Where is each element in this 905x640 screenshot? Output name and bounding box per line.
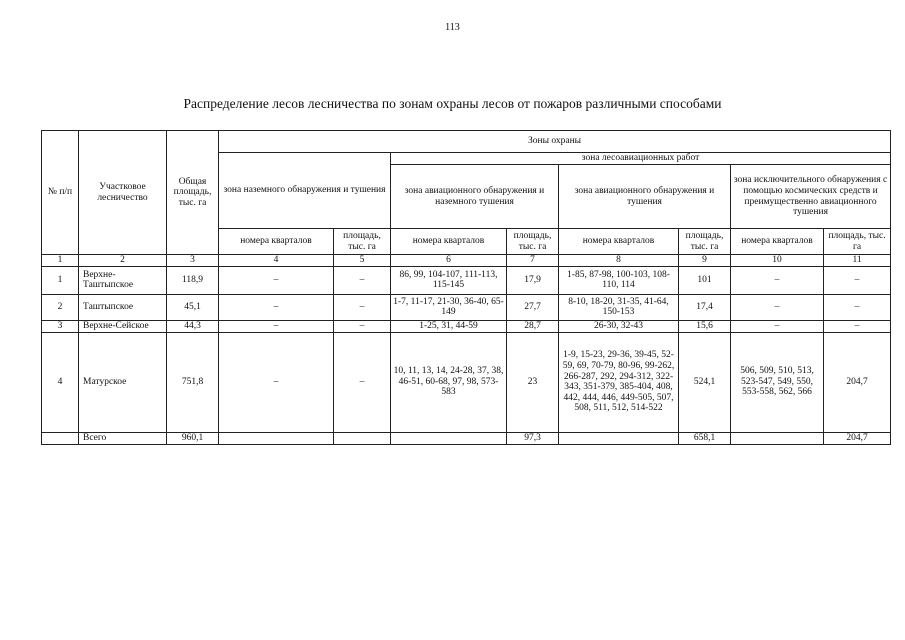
table-title: Распределение лесов лесничества по зонам охраны лесов от пожаров различными способами <box>183 96 722 111</box>
row-num: 4 <box>42 332 79 432</box>
header-area: площадь, тыс. га <box>334 229 391 255</box>
header-row-1 <box>42 131 891 153</box>
row-aviation-quarters: 26-30, 32-43 <box>559 320 679 332</box>
total-row <box>42 432 891 444</box>
header-area: площадь, тыс. га <box>824 229 891 255</box>
total-aviation-ground-area: 97,3 <box>507 432 559 444</box>
row-forestry-name: Верхне-Сейское <box>79 320 167 332</box>
row-forestry-name: Таштыпское <box>79 294 167 320</box>
row-aviation-ground-quarters: 86, 99, 104-107, 111-113, 115-145 <box>391 266 507 294</box>
column-number: 9 <box>679 255 731 267</box>
column-number: 10 <box>731 255 824 267</box>
total-area: 960,1 <box>167 432 219 444</box>
header-aviation-zone: зона авиационного обнаружения и тушения <box>559 165 731 229</box>
total-aviation-area: 658,1 <box>679 432 731 444</box>
table-row <box>42 320 891 332</box>
column-number: 6 <box>391 255 507 267</box>
table-row <box>42 332 891 432</box>
row-ground-area: – <box>334 266 391 294</box>
header-quarter-numbers: номера кварталов <box>731 229 824 255</box>
row-aviation-area: 17,4 <box>679 294 731 320</box>
row-aviation-ground-area: 23 <box>507 332 559 432</box>
row-aviation-quarters: 1-85, 87-98, 100-103, 108-110, 114 <box>559 266 679 294</box>
row-space-area: – <box>824 266 891 294</box>
column-number: 1 <box>42 255 79 267</box>
row-aviation-ground-area: 27,7 <box>507 294 559 320</box>
row-space-area: – <box>824 320 891 332</box>
total-ground-quarters <box>219 432 334 444</box>
row-space-quarters: – <box>731 266 824 294</box>
row-aviation-ground-quarters: 10, 11, 13, 14, 24-28, 37, 38, 46-51, 60-68, 97, 98, 573-583 <box>391 332 507 432</box>
column-number: 4 <box>219 255 334 267</box>
total-aviation-quarters <box>559 432 679 444</box>
row-space-quarters: – <box>731 294 824 320</box>
row-aviation-quarters: 1-9, 15-23, 29-36, 39-45, 52-59, 69, 70-79, 80-96, 99-262, 266-287, 292, 294-312, 322-343, 351-379, 385-404, 408, 442, 444, 446, 449-505, 507, 508, 511, 512, 514-522 <box>559 332 679 432</box>
header-total-area: Общая площадь, тыс. га <box>167 131 219 255</box>
row-aviation-ground-quarters: 1-25, 31, 44-59 <box>391 320 507 332</box>
row-ground-area: – <box>334 332 391 432</box>
row-ground-quarters: – <box>219 294 334 320</box>
header-area: площадь, тыс. га <box>679 229 731 255</box>
row-ground-area: – <box>334 294 391 320</box>
row-aviation-ground-area: 17,9 <box>507 266 559 294</box>
row-ground-area: – <box>334 320 391 332</box>
header-ground-zone: зона наземного обнаружения и тушения <box>219 153 391 229</box>
column-number: 11 <box>824 255 891 267</box>
column-number: 2 <box>79 255 167 267</box>
header-area: площадь, тыс. га <box>507 229 559 255</box>
row-num: 2 <box>42 294 79 320</box>
row-total-area: 44,3 <box>167 320 219 332</box>
row-aviation-area: 15,6 <box>679 320 731 332</box>
row-space-quarters: – <box>731 320 824 332</box>
header-space-zone: зона исключительного обнаружения с помощью космических средств и преимущественно авиационного тушения <box>731 165 891 229</box>
row-aviation-area: 524,1 <box>679 332 731 432</box>
forest-zones-table <box>41 130 891 445</box>
header-quarter-numbers: номера кварталов <box>391 229 507 255</box>
row-total-area: 118,9 <box>167 266 219 294</box>
table-row <box>42 266 891 294</box>
row-space-area: 204,7 <box>824 332 891 432</box>
total-aviation-ground-quarters <box>391 432 507 444</box>
header-quarter-numbers: номера кварталов <box>219 229 334 255</box>
column-number: 3 <box>167 255 219 267</box>
total-ground-area <box>334 432 391 444</box>
header-forest-aviation-zone: зона лесоавиационных работ <box>391 153 891 165</box>
row-aviation-ground-quarters: 1-7, 11-17, 21-30, 36-40, 65-149 <box>391 294 507 320</box>
header-quarter-numbers: номера кварталов <box>559 229 679 255</box>
row-aviation-quarters: 8-10, 18-20, 31-35, 41-64, 150-153 <box>559 294 679 320</box>
row-space-area: – <box>824 294 891 320</box>
row-forestry-name: Верхне-Таштыпское <box>79 266 167 294</box>
row-num: 3 <box>42 320 79 332</box>
row-ground-quarters: – <box>219 320 334 332</box>
total-space-area: 204,7 <box>824 432 891 444</box>
table-row <box>42 294 891 320</box>
row-total-area: 45,1 <box>167 294 219 320</box>
row-total-area: 751,8 <box>167 332 219 432</box>
row-forestry-name: Матурское <box>79 332 167 432</box>
row-ground-quarters: – <box>219 266 334 294</box>
total-num <box>42 432 79 444</box>
column-number: 8 <box>559 255 679 267</box>
header-num: № п/п <box>42 131 79 255</box>
total-space-quarters <box>731 432 824 444</box>
row-aviation-ground-area: 28,7 <box>507 320 559 332</box>
page-number: 113 <box>445 22 460 33</box>
column-numbers-row <box>42 255 891 267</box>
header-aviation-ground-zone: зона авиационного обнаружения и наземного тушения <box>391 165 559 229</box>
total-label: Всего <box>79 432 167 444</box>
column-number: 5 <box>334 255 391 267</box>
header-protection-zones: Зоны охраны <box>219 131 891 153</box>
row-ground-quarters: – <box>219 332 334 432</box>
row-space-quarters: 506, 509, 510, 513, 523-547, 549, 550, 553-558, 562, 566 <box>731 332 824 432</box>
column-number: 7 <box>507 255 559 267</box>
header-forestry: Участковое лесничество <box>79 131 167 255</box>
row-num: 1 <box>42 266 79 294</box>
row-aviation-area: 101 <box>679 266 731 294</box>
